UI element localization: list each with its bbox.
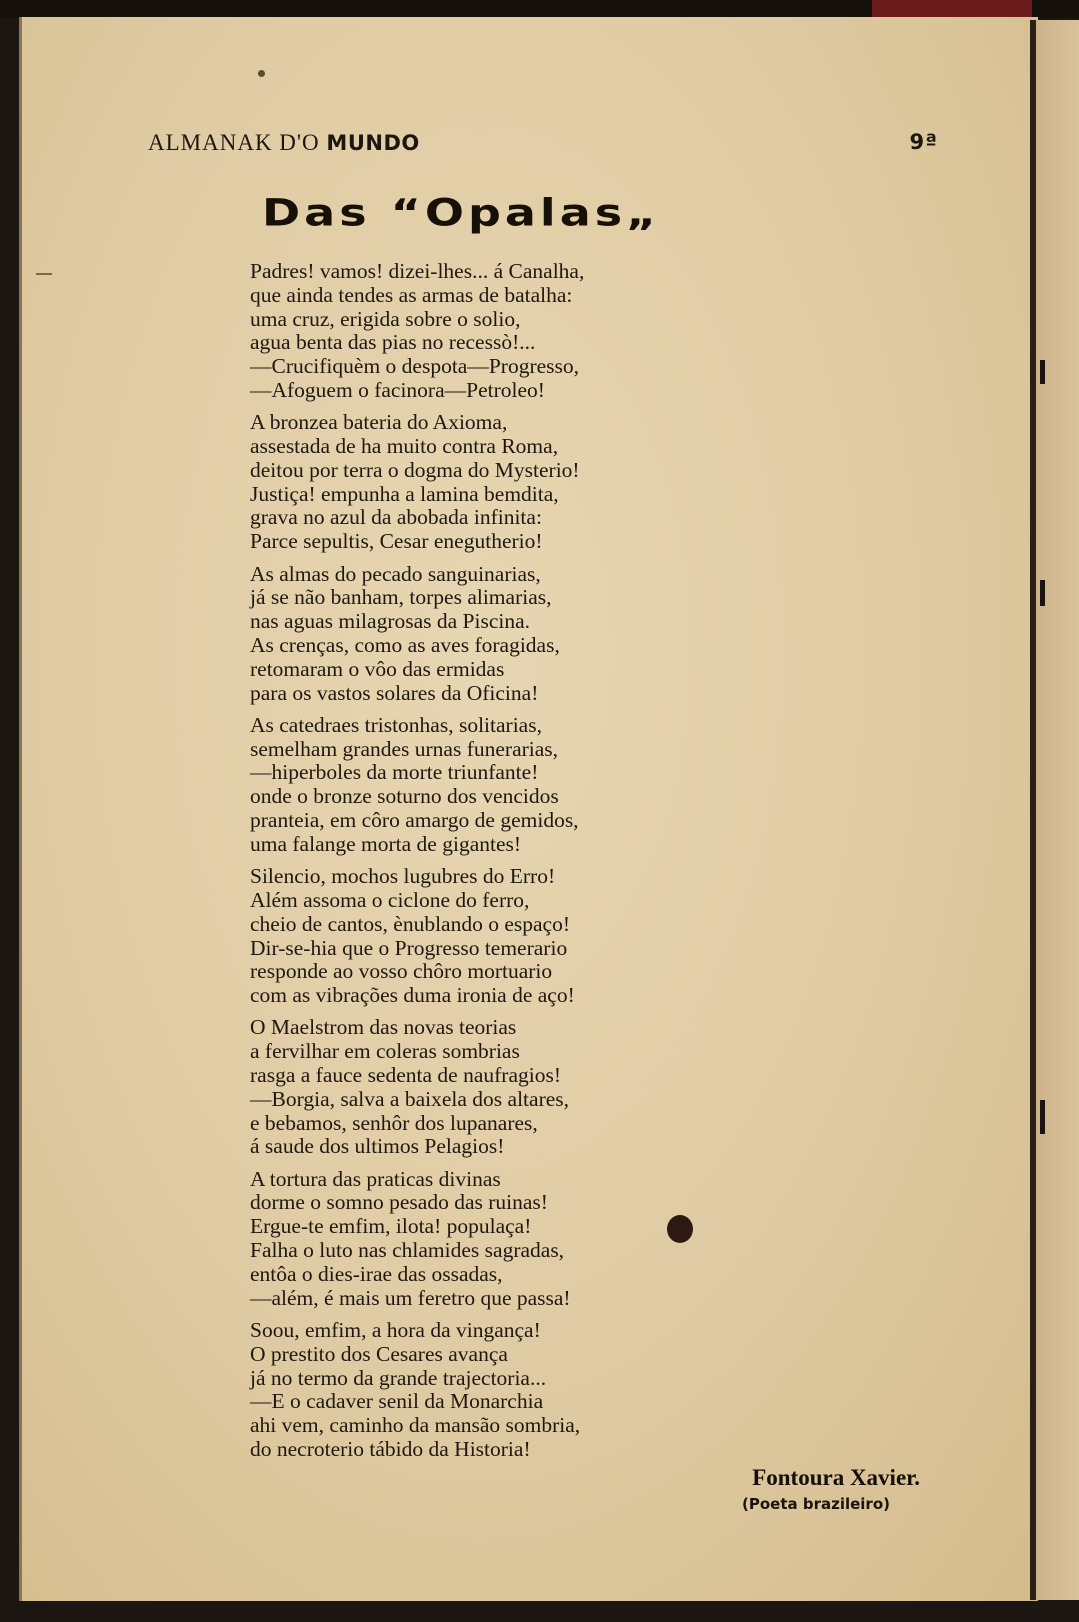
poem-line: —Afoguem o facinora—Petroleo!	[250, 377, 545, 402]
poem-line: Falha o luto nas chlamides sagradas,	[250, 1238, 565, 1263]
poem-line: —Crucifiquèm o despota—Progresso,	[250, 354, 580, 379]
ink-mark	[1040, 360, 1045, 384]
poem-line: dorme o somno pesado das ruinas!	[250, 1190, 548, 1215]
poem-line: As crenças, como as aves foragidas,	[250, 632, 560, 657]
poem-line: O prestito dos Cesares avança	[250, 1341, 508, 1366]
poem-line: semelham grandes urnas funerarias,	[250, 736, 559, 761]
poem-line: pranteia, em côro amargo de gemidos,	[250, 808, 579, 833]
poem-line: deitou por terra o dogma do Mysterio!	[250, 457, 580, 482]
poem-line: Parce sepultis, Cesar enegutherio!	[250, 529, 543, 554]
stanza	[250, 1319, 710, 1462]
poem-line: As catedraes tristonhas, solitarias,	[250, 712, 542, 737]
stanza	[250, 865, 710, 1008]
poem-line: Ergue-te emfim, ilota! populaça!	[250, 1214, 532, 1239]
poem-line: O Maelstrom das novas teorias	[250, 1015, 517, 1040]
poem-line: Padres! vamos! dizei-lhes... á Canalha,	[250, 259, 585, 283]
paper-speck	[258, 70, 265, 77]
poem-line: entôa o dies-irae das ossadas,	[250, 1261, 503, 1286]
stanza	[250, 260, 710, 403]
stanza	[250, 563, 710, 706]
poem-line: á saude dos ultimos Pelagios!	[250, 1134, 505, 1159]
poem-line: A bronzea bateria do Axioma,	[250, 410, 508, 435]
poem-line: retomaram o vôo das ermidas	[250, 656, 505, 681]
author-attribution: (Poeta brazileiro)	[742, 1495, 890, 1513]
poem-line: e bebamos, senhôr dos lupanares,	[250, 1110, 538, 1135]
adjacent-page-edge	[1036, 20, 1079, 1600]
ink-mark	[1040, 580, 1045, 606]
poem-line: cheio de cantos, ènublando o espaço!	[250, 911, 570, 936]
poem-title: Das “Opalas„	[262, 190, 661, 235]
poem-line: —além, é mais um feretro que passa!	[250, 1285, 571, 1310]
poem-line: do necroterio tábido da Historia!	[250, 1436, 531, 1461]
poem-line: ahi vem, caminho da mansão sombria,	[250, 1413, 581, 1438]
poem-line: assestada de ha muito contra Roma,	[250, 434, 559, 459]
poem-line: para os vastos solares da Oficina!	[250, 680, 539, 705]
poem-line: onde o bronze soturno dos vencidos	[250, 784, 559, 809]
page-number: 9ª	[909, 130, 938, 154]
poem-line: uma cruz, erigida sobre o solio,	[250, 306, 521, 331]
poem-line: Soou, emfim, a hora da vingança!	[250, 1317, 541, 1342]
poem-line: —E o cadaver senil da Monarchia	[250, 1389, 544, 1414]
ink-mark	[1040, 1100, 1045, 1134]
ink-blot	[667, 1215, 693, 1243]
stanza	[250, 1168, 710, 1311]
poem-body	[250, 260, 710, 1470]
author-signature: Fontoura Xavier.	[752, 1465, 920, 1490]
poem-line: grava no azul da abobada infinita:	[250, 505, 542, 530]
poem-line: Silencio, mochos lugubres do Erro!	[250, 864, 556, 889]
running-head-bold: MUNDO	[326, 131, 420, 155]
poem-line: já se não banham, torpes alimarias,	[250, 585, 552, 610]
poem-line: —hiperboles da morte triunfante!	[250, 760, 539, 785]
poem-line: com as vibrações duma ironia de aço!	[250, 983, 575, 1008]
poem-line: a fervilhar em coleras sombrias	[250, 1039, 520, 1064]
poem-line: responde ao vosso chôro mortuario	[250, 959, 553, 984]
poem-line: que ainda tendes as armas de batalha:	[250, 282, 573, 307]
running-head-title	[148, 130, 420, 156]
poem-line: Justiça! empunha a lamina bemdita,	[250, 481, 559, 506]
running-head	[148, 130, 938, 160]
poem-line: As almas do pecado sanguinarias,	[250, 561, 541, 586]
stanza	[250, 1016, 710, 1159]
stanza	[250, 411, 710, 554]
poem-line: —Borgia, salva a baixela dos altares,	[250, 1086, 570, 1111]
poem-line: Dir-se-hia que o Progresso temerario	[250, 935, 568, 960]
stanza	[250, 714, 710, 857]
poem-line: nas aguas milagrosas da Piscina.	[250, 609, 531, 634]
poem-line: agua benta das pias no recessò!...	[250, 330, 536, 355]
poem-line: Além assoma o ciclone do ferro,	[250, 887, 530, 912]
poem-line: uma falange morta de gigantes!	[250, 831, 522, 856]
margin-mark	[36, 273, 52, 275]
poem-line: já no termo da grande trajectoria...	[250, 1365, 547, 1390]
poem-line: A tortura das praticas divinas	[250, 1166, 501, 1191]
poem-line: rasga a fauce sedenta de naufragios!	[250, 1063, 561, 1087]
running-head-text: ALMANAK D'O	[148, 130, 327, 155]
